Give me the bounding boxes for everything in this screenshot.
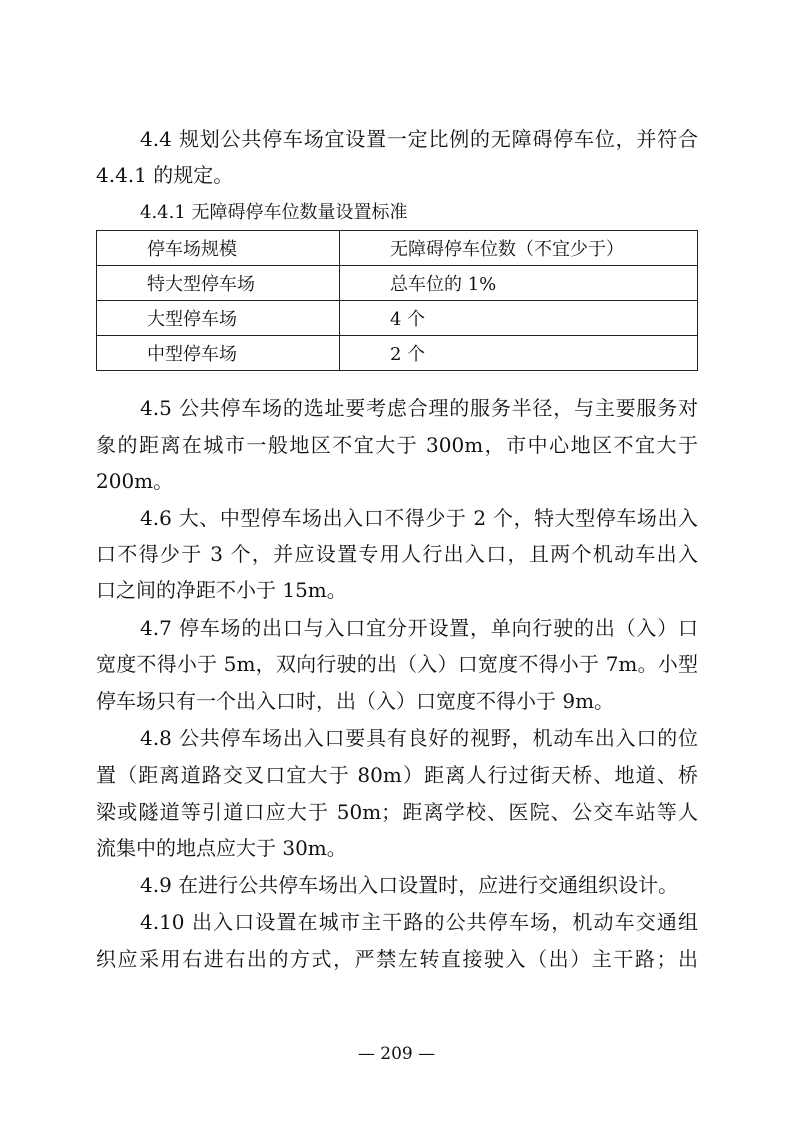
- table-cell: 4 个: [340, 301, 698, 336]
- section-4-8-line-1: 4.8 公共停车场出入口要具有良好的视野，机动车出入口的位: [140, 726, 698, 750]
- section-4-10-line-2: 织应采用右进右出的方式，严禁左转直接驶入（出）主干路；出: [96, 947, 698, 971]
- table-header-cell: 无障碍停车位数（不宜少于）: [340, 231, 698, 266]
- table-cell: 中型停车场: [97, 336, 340, 371]
- table-row: [97, 266, 698, 301]
- section-4-8-line-4: 流集中的地点应大于 30m。: [96, 836, 347, 860]
- section-4-9-line-1: 4.9 在进行公共停车场出入口设置时，应进行交通组织设计。: [140, 873, 679, 897]
- page-number: — 209 —: [357, 1044, 436, 1064]
- disabled-parking-standard-table: [96, 230, 698, 371]
- section-4-6-line-3: 口之间的净距不小于 15m。: [96, 578, 347, 602]
- section-4-8-line-3: 梁或隧道等引道口应大于 50m；距离学校、医院、公交车站等人: [96, 800, 698, 824]
- table-caption: 4.4.1 无障碍停车位数量设置标准: [140, 202, 408, 223]
- table-cell: 特大型停车场: [97, 266, 340, 301]
- section-4-6-line-2: 口不得少于 3 个，并应设置专用人行出入口，且两个机动车出入: [96, 542, 698, 566]
- section-4-4-line-1: 4.4 规划公共停车场宜设置一定比例的无障碍停车位，并符合: [140, 127, 698, 151]
- section-4-7-line-3: 停车场只有一个出入口时，出（入）口宽度不得小于 9m。: [96, 689, 615, 713]
- section-4-6-line-1: 4.6 大、中型停车场出入口不得少于 2 个，特大型停车场出入: [140, 506, 698, 530]
- section-4-4-line-2: 4.4.1 的规定。: [96, 163, 234, 187]
- section-4-8-line-2: 置（距离道路交叉口宜大于 80m）距离人行过街天桥、地道、桥: [96, 763, 698, 787]
- section-4-7-line-2: 宽度不得小于 5m，双向行驶的出（入）口宽度不得小于 7m。小型: [96, 652, 698, 676]
- section-4-5-line-3: 200m。: [96, 469, 174, 493]
- table-cell: 总车位的 1%: [340, 266, 698, 301]
- section-4-5-line-2: 象的距离在城市一般地区不宜大于 300m，市中心地区不宜大于: [96, 433, 698, 457]
- section-4-7-line-1: 4.7 停车场的出口与入口宜分开设置，单向行驶的出（入）口: [140, 616, 698, 640]
- table-row: [97, 336, 698, 371]
- table-row: [97, 301, 698, 336]
- section-4-10-line-1: 4.10 出入口设置在城市主干路的公共停车场，机动车交通组: [140, 910, 698, 934]
- table-header-row: [97, 231, 698, 266]
- section-4-5-line-1: 4.5 公共停车场的选址要考虑合理的服务半径，与主要服务对: [140, 396, 698, 420]
- table-cell: 2 个: [340, 336, 698, 371]
- table-header-cell: 停车场规模: [97, 231, 340, 266]
- table-cell: 大型停车场: [97, 301, 340, 336]
